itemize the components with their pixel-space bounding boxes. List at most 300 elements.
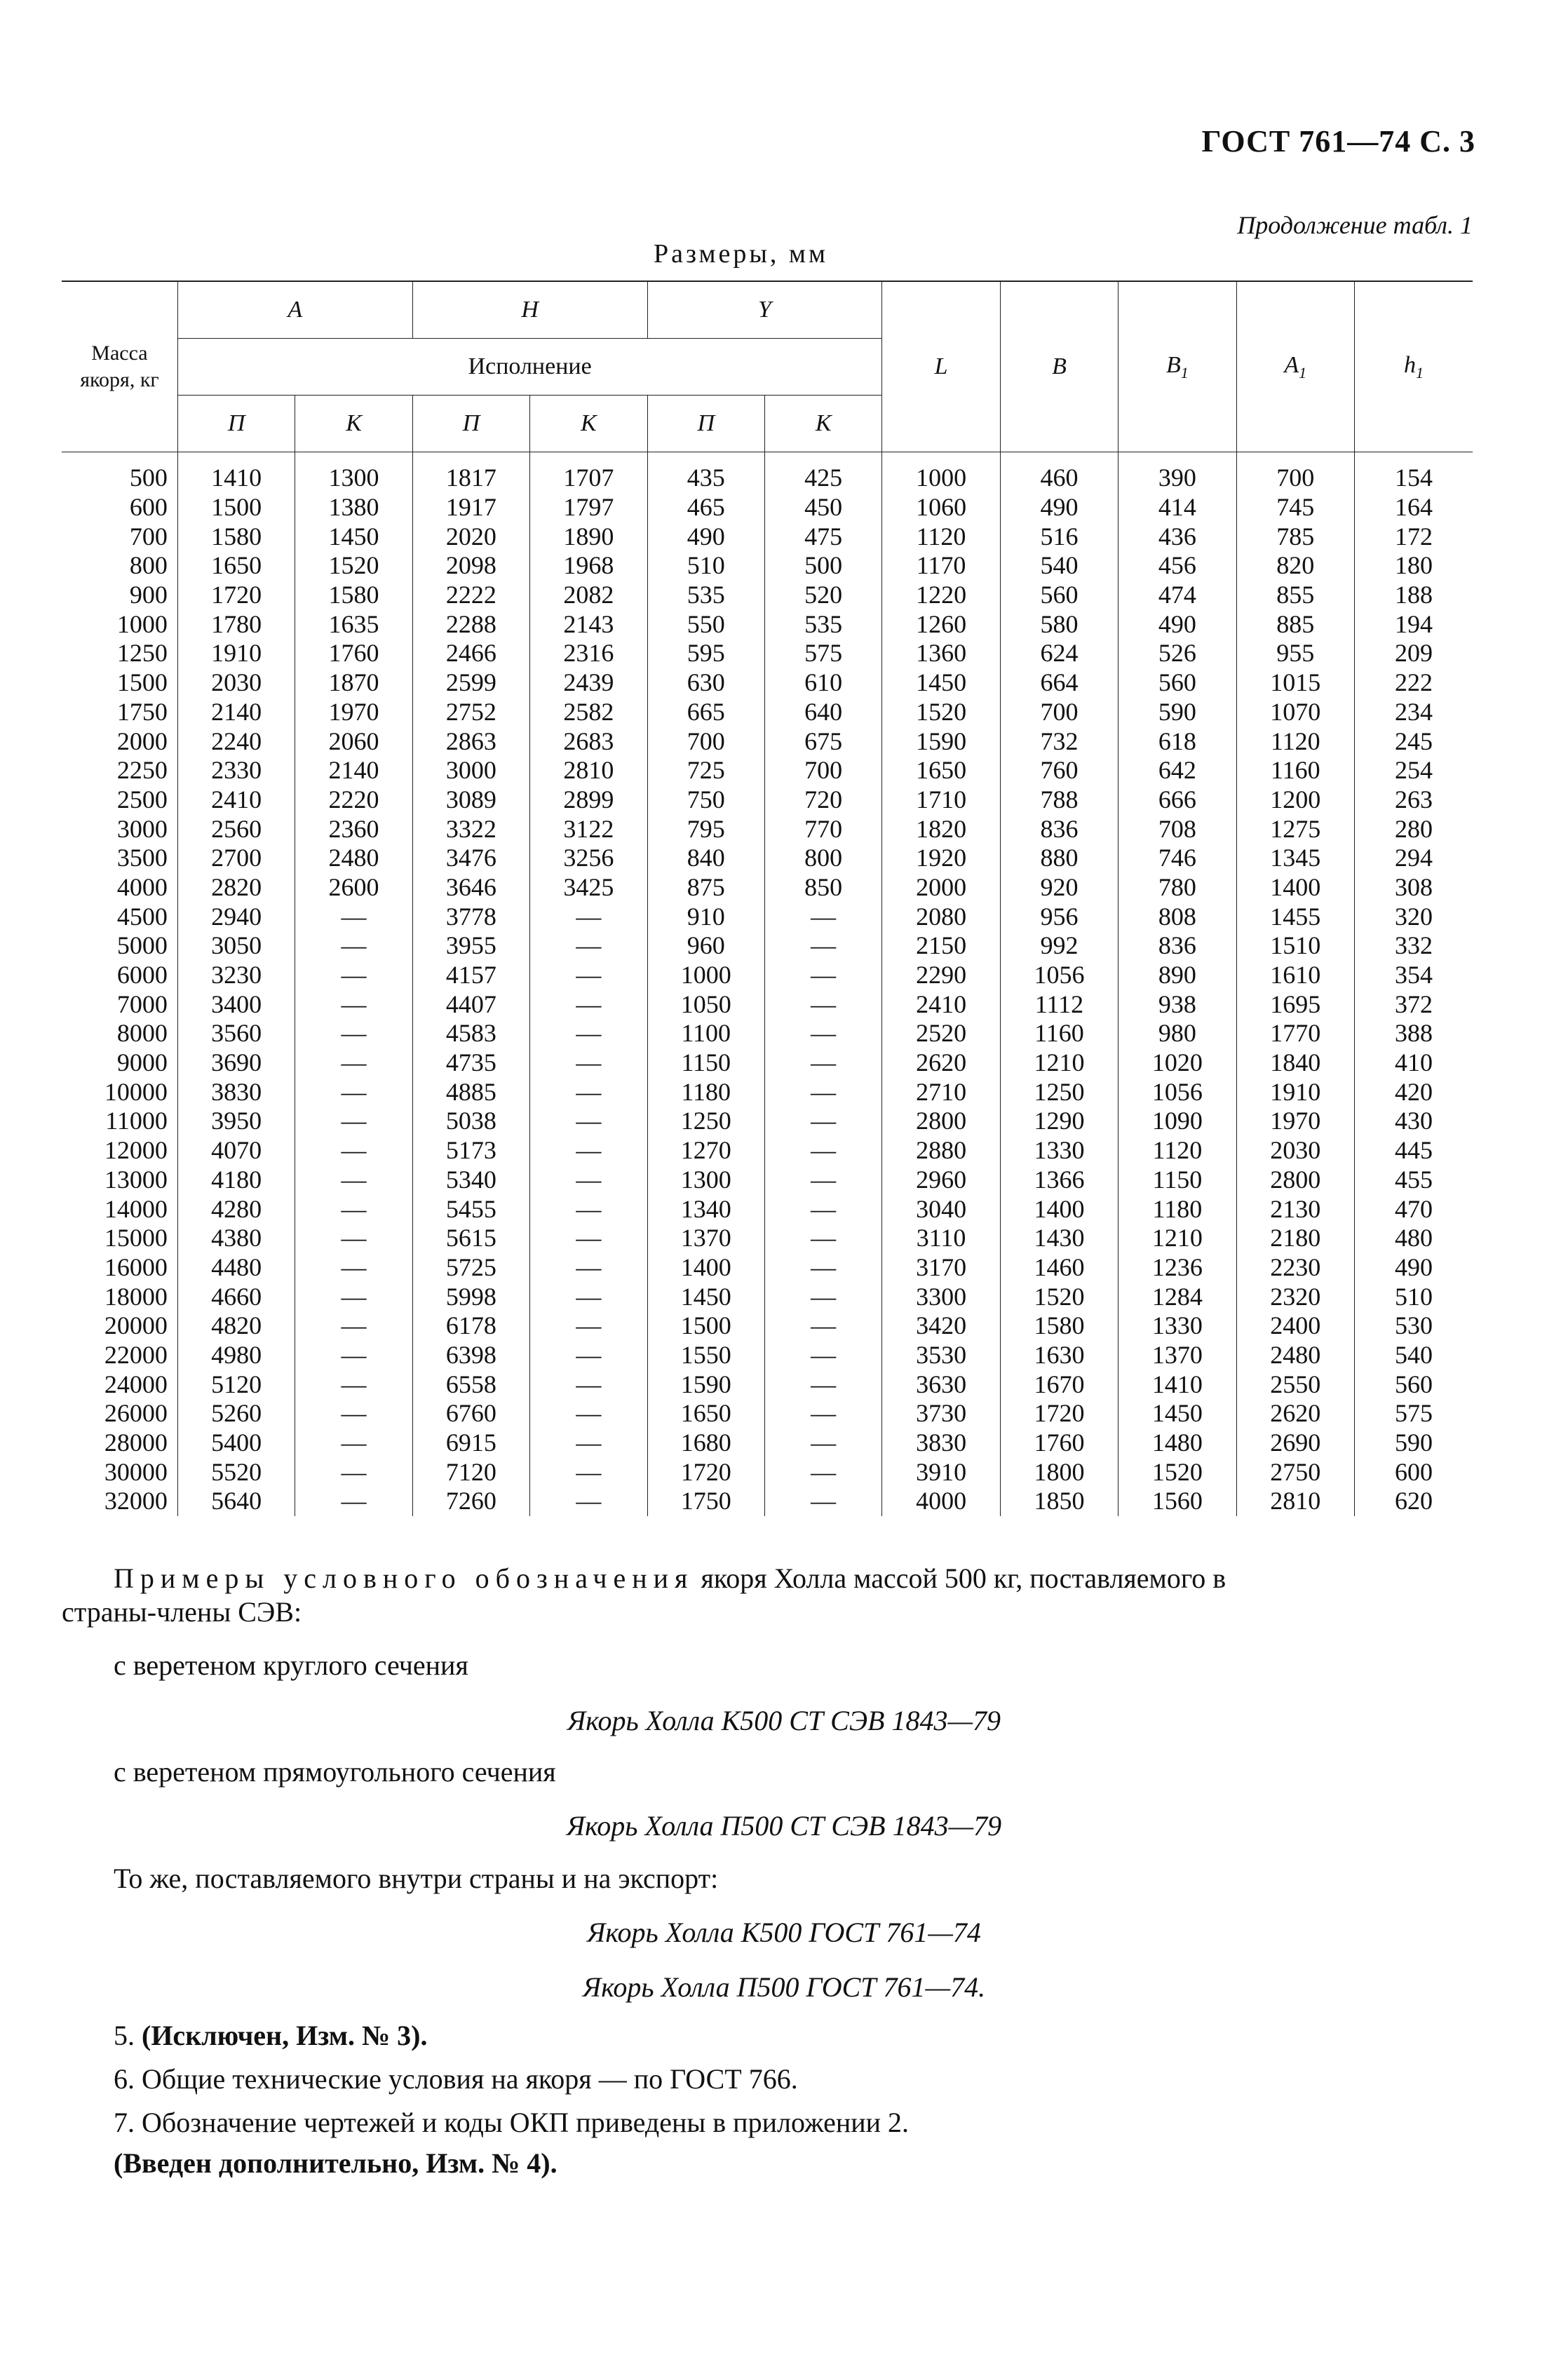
table-row	[62, 668, 1473, 698]
value-cell: 575	[764, 639, 881, 668]
mass-cell: 1750	[116, 697, 168, 726]
mass-cell: 3500	[116, 844, 168, 872]
value-cell: 2820	[177, 873, 295, 903]
value-cell: 1340	[647, 1194, 764, 1224]
value-cell: —	[530, 1282, 647, 1311]
value-cell: 2960	[882, 1166, 1000, 1195]
value-cell: —	[764, 1370, 881, 1399]
value-cell: 1380	[295, 493, 412, 522]
value-cell: 3830	[177, 1077, 295, 1107]
table-row	[62, 1399, 1473, 1429]
value-cell: 4980	[177, 1341, 295, 1370]
mass-cell: 800	[129, 551, 168, 580]
value-cell: —	[530, 1107, 647, 1136]
value-cell: 1820	[882, 814, 1000, 844]
value-cell: 535	[647, 581, 764, 610]
value-cell: 4380	[177, 1224, 295, 1253]
value-cell: 1480	[1118, 1429, 1236, 1458]
value-cell: 780	[1118, 873, 1236, 903]
value-cell: 2000	[882, 873, 1000, 903]
value-cell: 1120	[1118, 1136, 1236, 1166]
value-cell: 510	[647, 551, 764, 581]
mass-cell: 16000	[104, 1252, 168, 1281]
value-cell: 4583	[412, 1019, 529, 1048]
value-cell: 2800	[1236, 1166, 1354, 1195]
value-cell: 795	[647, 814, 764, 844]
value-cell: 500	[764, 551, 881, 581]
mass-cell: 24000	[104, 1370, 168, 1398]
mass-cell: 13000	[104, 1165, 168, 1194]
value-cell: —	[764, 1077, 881, 1107]
value-cell: 1970	[295, 698, 412, 727]
value-cell: 560	[1000, 581, 1118, 610]
page-header-label: ГОСТ 761—74 С. 3	[1201, 124, 1475, 158]
value-cell: 2400	[1236, 1311, 1354, 1341]
value-cell: 1170	[882, 551, 1000, 581]
value-cell: 320	[1354, 902, 1473, 931]
value-cell: 3420	[882, 1311, 1000, 1341]
value-cell: 836	[1000, 814, 1118, 844]
value-cell: 1695	[1236, 990, 1354, 1019]
value-cell: —	[295, 931, 412, 961]
header-A: A	[177, 281, 412, 339]
value-cell: 2150	[882, 931, 1000, 961]
value-cell: 294	[1354, 844, 1473, 873]
header-exec-P: П	[177, 396, 295, 452]
value-cell: 2550	[1236, 1370, 1354, 1399]
value-cell: —	[764, 1457, 881, 1487]
value-cell: 3690	[177, 1048, 295, 1078]
value-cell: 920	[1000, 873, 1118, 903]
item-5: 5. (Исключен, Изм. № 3).	[114, 2020, 428, 2051]
value-cell: 1850	[1000, 1487, 1118, 1516]
value-cell: 3910	[882, 1457, 1000, 1487]
value-cell: 308	[1354, 873, 1473, 903]
value-cell: 7260	[412, 1487, 529, 1516]
value-cell: 3560	[177, 1019, 295, 1048]
value-cell: 1366	[1000, 1166, 1118, 1195]
table-row	[62, 1077, 1473, 1107]
value-cell: 3476	[412, 844, 529, 873]
value-cell: —	[764, 1224, 881, 1253]
value-cell: 3170	[882, 1253, 1000, 1283]
value-cell: 194	[1354, 609, 1473, 639]
mass-cell: 30000	[104, 1457, 168, 1486]
value-cell: 666	[1118, 785, 1236, 815]
value-cell: 580	[1000, 609, 1118, 639]
value-cell: 222	[1354, 668, 1473, 698]
value-cell: 6398	[412, 1341, 529, 1370]
value-cell: 2180	[1236, 1224, 1354, 1253]
value-cell: 1400	[1000, 1194, 1118, 1224]
value-cell: 3000	[412, 756, 529, 785]
designation-4: Якорь Холла П500 ГОСТ 761—74.	[582, 1971, 986, 2003]
value-cell: 2230	[1236, 1253, 1354, 1283]
value-cell: 1112	[1000, 990, 1118, 1019]
examples-paragraph: Примеры условного обозначения якоря Холла массой 500 кг, поставляемого в	[114, 1562, 1226, 1594]
value-cell: 1275	[1236, 814, 1354, 844]
value-cell: 1650	[647, 1399, 764, 1429]
value-cell: 1410	[177, 464, 295, 493]
value-cell: 560	[1118, 668, 1236, 698]
mass-cell: 1000	[116, 609, 168, 638]
value-cell: 5520	[177, 1457, 295, 1487]
value-cell: 1797	[530, 493, 647, 522]
value-cell: —	[530, 1370, 647, 1399]
value-cell: 2880	[882, 1136, 1000, 1166]
value-cell: 746	[1118, 844, 1236, 873]
value-cell: 1120	[1236, 727, 1354, 756]
value-cell: —	[295, 1224, 412, 1253]
value-cell: 4000	[882, 1487, 1000, 1516]
value-cell: —	[295, 1019, 412, 1048]
dimensions-table	[62, 281, 1473, 1516]
mass-cell: 14000	[104, 1194, 168, 1223]
value-cell: 910	[647, 902, 764, 931]
value-cell: 3530	[882, 1341, 1000, 1370]
value-cell: —	[295, 1253, 412, 1283]
value-cell: 2752	[412, 698, 529, 727]
value-cell: —	[764, 1282, 881, 1311]
value-cell: 1236	[1118, 1253, 1236, 1283]
value-cell: 600	[1354, 1457, 1473, 1487]
value-cell: 1020	[1118, 1048, 1236, 1078]
value-cell: 4480	[177, 1253, 295, 1283]
value-cell: 180	[1354, 551, 1473, 581]
value-cell: 1560	[1118, 1487, 1236, 1516]
value-cell: 760	[1000, 756, 1118, 785]
header-B1: $B_1$	[1118, 281, 1236, 452]
mass-cell: 600	[129, 493, 168, 522]
value-cell: 1650	[177, 551, 295, 581]
introduced-note: (Введен дополнительно, Изм. № 4).	[114, 2147, 557, 2179]
value-cell: 2140	[295, 756, 412, 785]
value-cell: 480	[1354, 1224, 1473, 1253]
mass-cell: 700	[129, 522, 168, 551]
value-cell: 388	[1354, 1019, 1473, 1048]
value-cell: —	[764, 1019, 881, 1048]
mass-cell: 500	[129, 464, 168, 492]
value-cell: 2222	[412, 581, 529, 610]
designation-2: Якорь Холла П500 СТ СЭВ 1843—79	[566, 1810, 1002, 1842]
value-cell: —	[530, 990, 647, 1019]
value-cell: 1450	[295, 522, 412, 551]
table-row	[62, 551, 1473, 581]
value-cell: 1890	[530, 522, 647, 551]
value-cell: 745	[1236, 493, 1354, 522]
value-cell: 700	[1000, 698, 1118, 727]
value-cell: 700	[764, 756, 881, 785]
table-row	[62, 814, 1473, 844]
value-cell: —	[764, 1048, 881, 1078]
mass-cell: 2500	[116, 785, 168, 813]
value-cell: —	[764, 961, 881, 990]
value-cell: 2410	[882, 990, 1000, 1019]
item-6: 6. Общие технические условия на якоря — по ГОСТ 766.	[114, 2063, 798, 2095]
value-cell: —	[530, 1253, 647, 1283]
value-cell: —	[764, 1194, 881, 1224]
table-row	[62, 1341, 1473, 1370]
table-row	[62, 873, 1473, 903]
value-cell: 855	[1236, 581, 1354, 610]
value-cell: 7120	[412, 1457, 529, 1487]
round-spindle-label: с веретеном круглого сечения	[114, 1649, 468, 1681]
value-cell: 2620	[882, 1048, 1000, 1078]
value-cell: 3646	[412, 873, 529, 903]
value-cell: —	[295, 1077, 412, 1107]
value-cell: 1910	[177, 639, 295, 668]
value-cell: 2410	[177, 785, 295, 815]
value-cell: 3110	[882, 1224, 1000, 1253]
value-cell: 3950	[177, 1107, 295, 1136]
value-cell: 474	[1118, 581, 1236, 610]
value-cell: —	[530, 1457, 647, 1487]
value-cell: —	[295, 1194, 412, 1224]
value-cell: 3050	[177, 931, 295, 961]
header-exec-K: К	[530, 396, 647, 452]
value-cell: 1250	[1000, 1077, 1118, 1107]
value-cell: 2288	[412, 609, 529, 639]
value-cell: 2082	[530, 581, 647, 610]
value-cell: 414	[1118, 493, 1236, 522]
value-cell: 2360	[295, 814, 412, 844]
value-cell: 1520	[295, 551, 412, 581]
value-cell: 4070	[177, 1136, 295, 1166]
value-cell: —	[530, 1341, 647, 1370]
value-cell: —	[530, 1224, 647, 1253]
value-cell: —	[295, 1341, 412, 1370]
mass-cell: 11000	[105, 1107, 168, 1135]
header-exec-K: К	[764, 396, 881, 452]
value-cell: 750	[647, 785, 764, 815]
header-h1: $h_1$	[1354, 281, 1473, 452]
value-cell: 2130	[1236, 1194, 1354, 1224]
value-cell: 4180	[177, 1166, 295, 1195]
value-cell: 1707	[530, 464, 647, 493]
mass-cell: 5000	[116, 931, 168, 960]
value-cell: 5615	[412, 1224, 529, 1253]
value-cell: 3256	[530, 844, 647, 873]
value-cell: 1580	[295, 581, 412, 610]
value-cell: 675	[764, 727, 881, 756]
value-cell: 4735	[412, 1048, 529, 1078]
value-cell: 3730	[882, 1399, 1000, 1429]
value-cell: 372	[1354, 990, 1473, 1019]
value-cell: 3400	[177, 990, 295, 1019]
value-cell: 1400	[1236, 873, 1354, 903]
value-cell: 640	[764, 698, 881, 727]
value-cell: 2330	[177, 756, 295, 785]
table-row	[62, 1224, 1473, 1253]
table-row	[62, 1107, 1473, 1136]
value-cell: 875	[647, 873, 764, 903]
value-cell: 1160	[1000, 1019, 1118, 1048]
value-cell: 3122	[530, 814, 647, 844]
value-cell: 3778	[412, 902, 529, 931]
mass-cell: 7000	[116, 990, 168, 1018]
value-cell: 1750	[647, 1487, 764, 1516]
value-cell: 618	[1118, 727, 1236, 756]
value-cell: 490	[647, 522, 764, 551]
value-cell: —	[764, 1107, 881, 1136]
value-cell: 1670	[1000, 1370, 1118, 1399]
value-cell: 2480	[1236, 1341, 1354, 1370]
value-cell: 245	[1354, 727, 1473, 756]
mass-cell: 26000	[104, 1399, 168, 1428]
value-cell: —	[764, 1136, 881, 1166]
value-cell: 885	[1236, 609, 1354, 639]
value-cell: 560	[1354, 1370, 1473, 1399]
table-row	[62, 1194, 1473, 1224]
value-cell: 1917	[412, 493, 529, 522]
mass-cell: 2250	[116, 756, 168, 785]
value-cell: 2030	[1236, 1136, 1354, 1166]
value-cell: —	[764, 1399, 881, 1429]
value-cell: 1300	[295, 464, 412, 493]
value-cell: 2480	[295, 844, 412, 873]
value-cell: 890	[1118, 961, 1236, 990]
header-exec-P: П	[647, 396, 764, 452]
value-cell: 770	[764, 814, 881, 844]
value-cell: 164	[1354, 493, 1473, 522]
value-cell: 1610	[1236, 961, 1354, 990]
mass-cell: 8000	[116, 1019, 168, 1048]
header-Y: Y	[647, 281, 882, 339]
value-cell: 490	[1118, 609, 1236, 639]
value-cell: —	[295, 1370, 412, 1399]
header-H: H	[412, 281, 647, 339]
value-cell: —	[764, 1311, 881, 1341]
value-cell: —	[295, 1107, 412, 1136]
value-cell: 590	[1354, 1429, 1473, 1458]
value-cell: 1050	[647, 990, 764, 1019]
value-cell: 955	[1236, 639, 1354, 668]
value-cell: 1760	[1000, 1429, 1118, 1458]
mass-cell: 1250	[116, 639, 168, 668]
value-cell: 610	[764, 668, 881, 698]
value-cell: —	[764, 1341, 881, 1370]
value-cell: 1500	[177, 493, 295, 522]
value-cell: 516	[1000, 522, 1118, 551]
value-cell: 2800	[882, 1107, 1000, 1136]
value-cell: —	[530, 902, 647, 931]
value-cell: 2220	[295, 785, 412, 815]
value-cell: 665	[647, 698, 764, 727]
value-cell: 1680	[647, 1429, 764, 1458]
value-cell: 2620	[1236, 1399, 1354, 1429]
value-cell: 1520	[1118, 1457, 1236, 1487]
value-cell: 5640	[177, 1487, 295, 1516]
value-cell: —	[530, 931, 647, 961]
value-cell: 1968	[530, 551, 647, 581]
table-row	[62, 1311, 1473, 1341]
value-cell: —	[764, 1166, 881, 1195]
value-cell: 1120	[882, 522, 1000, 551]
value-cell: 1450	[882, 668, 1000, 698]
value-cell: 2240	[177, 727, 295, 756]
value-cell: 725	[647, 756, 764, 785]
value-cell: 1650	[882, 756, 1000, 785]
mass-cell: 15000	[104, 1224, 168, 1252]
value-cell: 490	[1354, 1253, 1473, 1283]
value-cell: 470	[1354, 1194, 1473, 1224]
value-cell: 4885	[412, 1077, 529, 1107]
mass-cell: 10000	[104, 1077, 168, 1106]
value-cell: 800	[764, 844, 881, 873]
value-cell: 2560	[177, 814, 295, 844]
value-cell: 1430	[1000, 1224, 1118, 1253]
designation-3: Якорь Холла К500 ГОСТ 761—74	[587, 1917, 981, 1948]
value-cell: 788	[1000, 785, 1118, 815]
value-cell: 526	[1118, 639, 1236, 668]
value-cell: 1100	[647, 1019, 764, 1048]
value-cell: 1056	[1000, 961, 1118, 990]
value-cell: 1510	[1236, 931, 1354, 961]
value-cell: 2143	[530, 609, 647, 639]
header-exec-P: П	[412, 396, 529, 452]
value-cell: 3040	[882, 1194, 1000, 1224]
value-cell: 1580	[177, 522, 295, 551]
value-cell: 490	[1000, 493, 1118, 522]
value-cell: —	[295, 1399, 412, 1429]
value-cell: 630	[647, 668, 764, 698]
value-cell: 3425	[530, 873, 647, 903]
mass-cell: 12000	[104, 1136, 168, 1165]
value-cell: 172	[1354, 522, 1473, 551]
value-cell: 390	[1118, 464, 1236, 493]
value-cell: 436	[1118, 522, 1236, 551]
examples-line2: страны-члены СЭВ:	[62, 1596, 302, 1628]
value-cell: —	[295, 1048, 412, 1078]
value-cell: 2710	[882, 1077, 1000, 1107]
value-cell: 3955	[412, 931, 529, 961]
value-cell: 456	[1118, 551, 1236, 581]
value-cell: 1000	[882, 464, 1000, 493]
table-row	[62, 1019, 1473, 1048]
mass-cell: 4000	[116, 872, 168, 901]
value-cell: —	[764, 990, 881, 1019]
value-cell: 4660	[177, 1282, 295, 1311]
value-cell: 2316	[530, 639, 647, 668]
header-B: B	[1000, 281, 1118, 452]
value-cell: 2060	[295, 727, 412, 756]
value-cell: 5173	[412, 1136, 529, 1166]
mass-cell: 28000	[104, 1429, 168, 1457]
value-cell: 3830	[882, 1429, 1000, 1458]
value-cell: 700	[1236, 464, 1354, 493]
value-cell: 2582	[530, 698, 647, 727]
value-cell: 840	[647, 844, 764, 873]
value-cell: 530	[1354, 1311, 1473, 1341]
value-cell: 1260	[882, 609, 1000, 639]
sizes-caption: Размеры, мм	[654, 239, 829, 269]
value-cell: 595	[647, 639, 764, 668]
mass-cell: 4500	[116, 902, 168, 931]
mass-cell: 2000	[116, 727, 168, 755]
value-cell: 2466	[412, 639, 529, 668]
table-row	[62, 639, 1473, 668]
value-cell: 1920	[882, 844, 1000, 873]
value-cell: —	[295, 1429, 412, 1458]
value-cell: 540	[1354, 1341, 1473, 1370]
value-cell: 5400	[177, 1429, 295, 1458]
value-cell: 410	[1354, 1048, 1473, 1078]
table-row	[62, 844, 1473, 873]
value-cell: —	[295, 961, 412, 990]
value-cell: 1450	[1118, 1399, 1236, 1429]
value-cell: 5260	[177, 1399, 295, 1429]
mass-cell: 20000	[104, 1311, 168, 1340]
